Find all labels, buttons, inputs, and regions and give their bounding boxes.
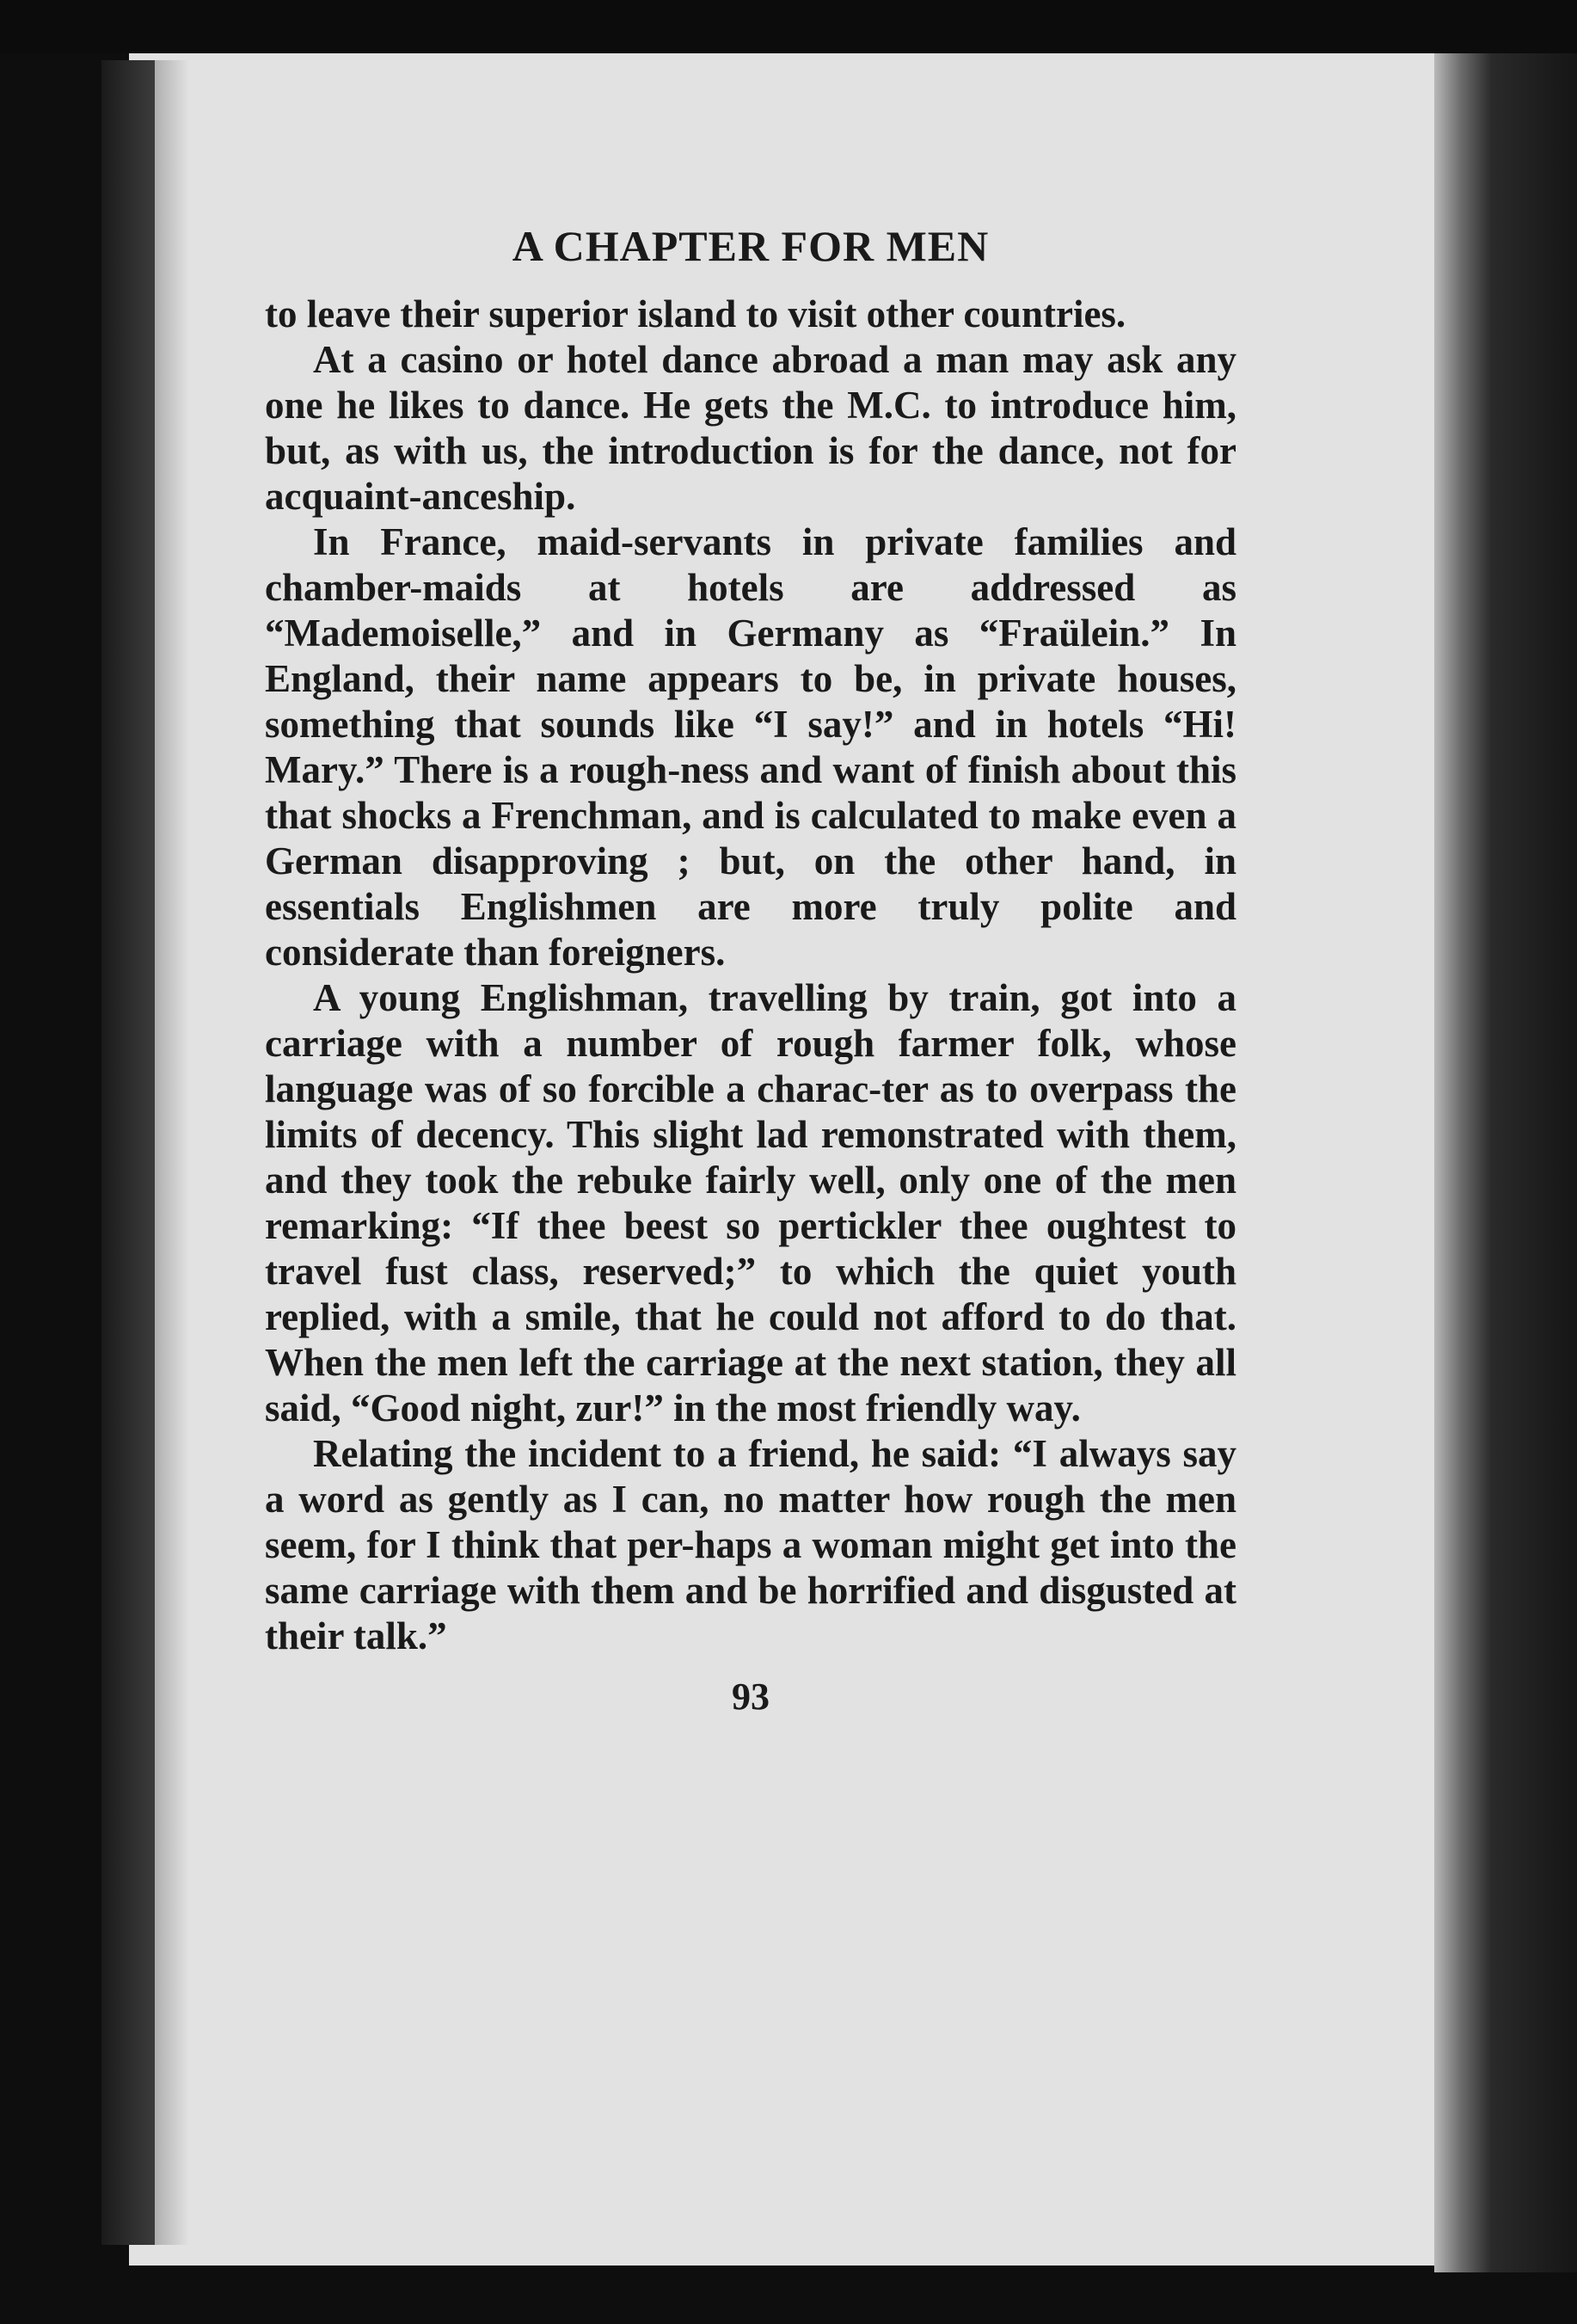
running-head: A CHAPTER FOR MEN: [512, 222, 990, 270]
page-text-block: [265, 219, 1236, 1721]
gutter-shading: [155, 60, 189, 2245]
page-fore-edge: [1434, 53, 1577, 2272]
scan-top-shadow: [0, 0, 1577, 53]
paragraph-maid-servants: In France, maid-servants in private families and chamber-maids at hotels are addressed as “Mademoiselle,” and in Germany as “Fraülein.” In England, their name appears to be, in private houses, something that sounds like “I say!” and in hotels “Hi! Mary.” There is a rough-ness and want of finish about this that shocks a Frenchman, and is calculated to make even a German disapproving ; but, on the other hand, in essentials Englishmen are more truly polite and considerate than foreigners.: [265, 520, 1236, 974]
book-gutter: [101, 60, 155, 2245]
paragraph-continuation: to leave their superior island to visit other countries.: [265, 292, 1126, 335]
paragraph-young-englishman: A young Englishman, travelling by train, got into a carriage with a number of rough farmer folk, whose language was of so forcible a charac-ter as to overpass the limits of decency. This slight lad remonstrated with them, and they took the rebuke fairly well, only one of the men remarking: “If thee beest so pertickler thee oughtest to travel fust class, reserved;” to which the quiet youth replied, with a smile, that he could not afford to do that. When the men left the carriage at the next station, they all said, “Good night, zur!” in the most friendly way.: [265, 976, 1236, 1429]
paragraph-casino-dance: At a casino or hotel dance abroad a man may ask any one he likes to dance. He gets the M.C. to introduce him, but, as with us, the introduction is for the dance, not for acquaint-anceship.: [265, 338, 1236, 518]
page-number: 93: [732, 1675, 770, 1718]
paragraph-relating-incident: Relating the incident to a friend, he said: “I always say a word as gently as I can, no matter how rough the men seem, for I think that per-haps a woman might get into the same carriage with them and be horrified and disgusted at their talk.”: [265, 1432, 1236, 1657]
